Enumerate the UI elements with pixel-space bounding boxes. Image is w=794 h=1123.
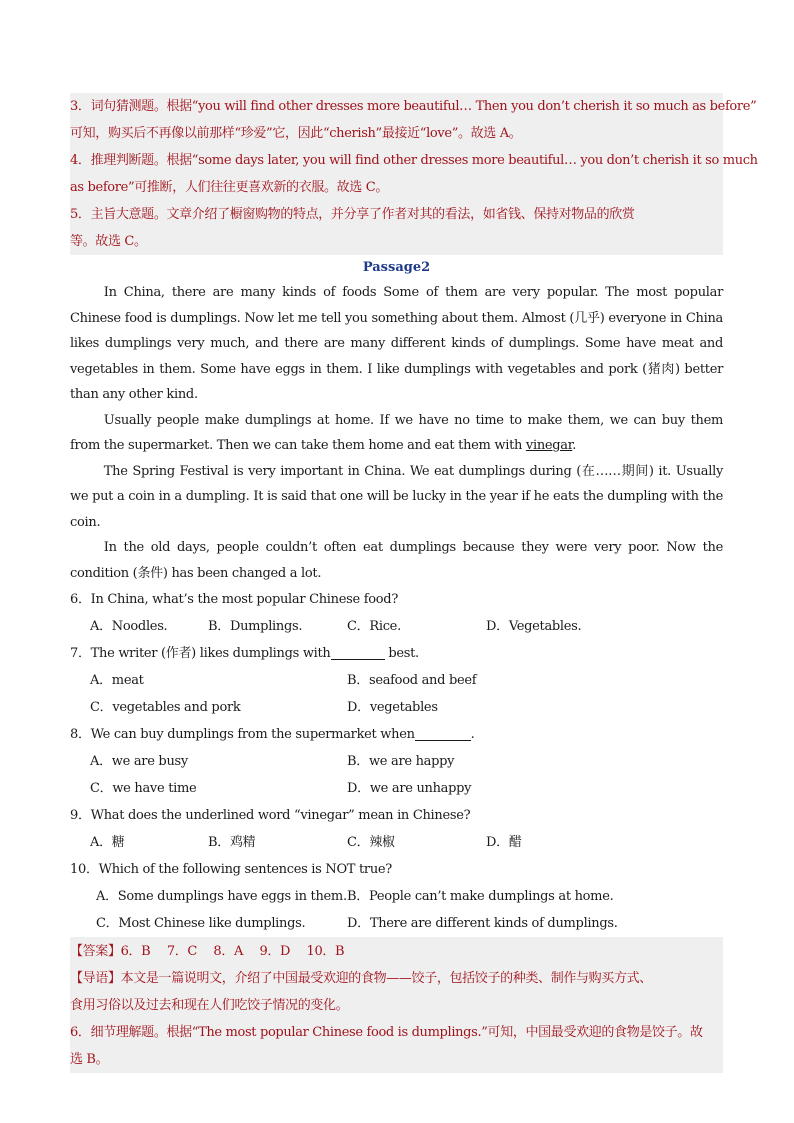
answer-block	[70, 937, 723, 1073]
passage-title: Passage2	[362, 260, 431, 275]
passage-paragraph-3: The Spring Festival is very important in China. We eat dumplings during (在……期间) it. Usually we put a coin in a dumpling. It is said that one will be lucky in the year if he eats the dumpling with the coin.	[70, 463, 723, 530]
stem-text: 7．The writer (作者) likes dumplings with	[70, 646, 331, 661]
analysis-q5-line2: 等。故选 C。	[70, 234, 147, 249]
answer-label: 【答案】	[70, 944, 121, 959]
option-c: C．Most Chinese like dumplings.	[96, 916, 306, 931]
option-c: C．Rice.	[347, 619, 401, 634]
guide-line1	[70, 965, 723, 992]
option-a: A．Some dumplings have eggs in them.	[96, 889, 347, 904]
analysis-q6-line1: 6．细节理解题。根据“The most popular Chinese food is dumplings.”可知，中国最受欢迎的食物是饺子。故	[70, 1025, 703, 1040]
question-stem: 10．Which of the following sentences is NOT true?	[70, 862, 392, 877]
analysis-q5-line1: 5．主旨大意题。文章介绍了橱窗购物的特点，并分享了作者对其的看法，如省钱、保持对物品的欣赏	[70, 207, 635, 222]
option-c: C．vegetables and pork	[90, 700, 241, 715]
option-d: D．Vegetables.	[486, 619, 582, 634]
option-d: D．we are unhappy	[347, 781, 472, 796]
analysis-q3-line1: 3．词句猜测题。根据“you will find other dresses more beautiful… Then you don’t cherish it so much as before”	[70, 99, 757, 114]
stem-end: .	[470, 727, 475, 742]
answer-line	[70, 938, 723, 965]
analysis-block-top	[70, 93, 758, 255]
answer-blank	[415, 726, 471, 741]
question-options	[70, 613, 723, 640]
question-stem: 6．In China, what’s the most popular Chinese food?	[70, 592, 398, 607]
guide-label: 【导语】	[70, 971, 121, 986]
passage-body	[70, 280, 723, 586]
option-d: D．vegetables	[347, 700, 438, 715]
option-a: A．糖	[90, 835, 125, 850]
option-a: A．Noodles.	[90, 619, 168, 634]
question-10	[70, 856, 723, 937]
question-stem	[70, 721, 723, 748]
question-options	[70, 829, 723, 856]
option-b: B．seafood and beef	[347, 673, 477, 688]
option-a: A．we are busy	[90, 754, 188, 769]
option-b: B．鸡精	[208, 835, 256, 850]
option-b: B．Dumplings.	[208, 619, 303, 634]
option-b: B．People can’t make dumplings at home.	[347, 889, 614, 904]
question-options	[70, 748, 723, 802]
question-6	[70, 586, 723, 640]
underlined-word-vinegar: vinegar	[525, 438, 573, 453]
option-d: D．There are different kinds of dumplings.	[347, 916, 618, 931]
passage-paragraph-1: In China, there are many kinds of foods Some of them are very popular. The most popular Chinese food is dumplings. Now let me tell you something about them. Almost (几乎) everyone in China likes dumplings very much, and there are many different kinds of dumplings. Some have meat and vegetables in them. Some have eggs in them. I like dumplings with vegetables and pork (猪肉) better than any other kind.	[70, 285, 723, 402]
option-a: A．meat	[90, 673, 144, 688]
document-page	[70, 93, 758, 1073]
question-options	[70, 883, 723, 937]
guide-line2: 食用习俗以及过去和现在人们吃饺子情况的变化。	[70, 998, 349, 1013]
paragraph-2-end: .	[572, 438, 577, 453]
passage-paragraph-4: In the old days, people couldn’t often eat dumplings because they were very poor. Now the condition (条件) has been changed a lot.	[70, 540, 723, 581]
passage-paragraph-2	[70, 408, 723, 459]
question-stem: 9．What does the underlined word “vinegar” mean in Chinese?	[70, 808, 471, 823]
question-options	[70, 667, 723, 721]
question-7	[70, 640, 723, 721]
analysis-q3-line2: 可知，购买后不再像以前那样“珍爱”它，因此“cherish”最接近“love”。故选 A。	[70, 126, 522, 141]
question-stem	[70, 640, 723, 667]
option-c: C．we have time	[90, 781, 197, 796]
stem-end: best.	[384, 646, 419, 661]
question-9	[70, 802, 723, 856]
option-c: C．辣椒	[347, 835, 395, 850]
guide-text: 本文是一篇说明文，介绍了中国最受欢迎的食物——饺子，包括饺子的种类、制作与购买方式、	[120, 971, 652, 986]
analysis-q4-line1: 4．推理判断题。根据“some days later, you will find other dresses more beautiful… you don’t cherish it so much	[70, 153, 758, 168]
option-b: B．we are happy	[347, 754, 455, 769]
paragraph-2-text: Usually people make dumplings at home. If we have no time to make them, we can buy them from the supermarket. Then we can take them home and eat them with	[70, 412, 723, 453]
analysis-q6-line2: 选 B。	[70, 1052, 109, 1067]
option-d: D．醋	[486, 835, 522, 850]
answer-list: 6．B 7．C 8．A 9．D 10．B	[120, 944, 345, 959]
question-8	[70, 721, 723, 802]
answer-blank	[331, 645, 385, 660]
analysis-q4-line2: as before”可推断，人们往往更喜欢新的衣服。故选 C。	[70, 180, 388, 195]
stem-text: 8．We can buy dumplings from the supermarket when	[70, 727, 415, 742]
